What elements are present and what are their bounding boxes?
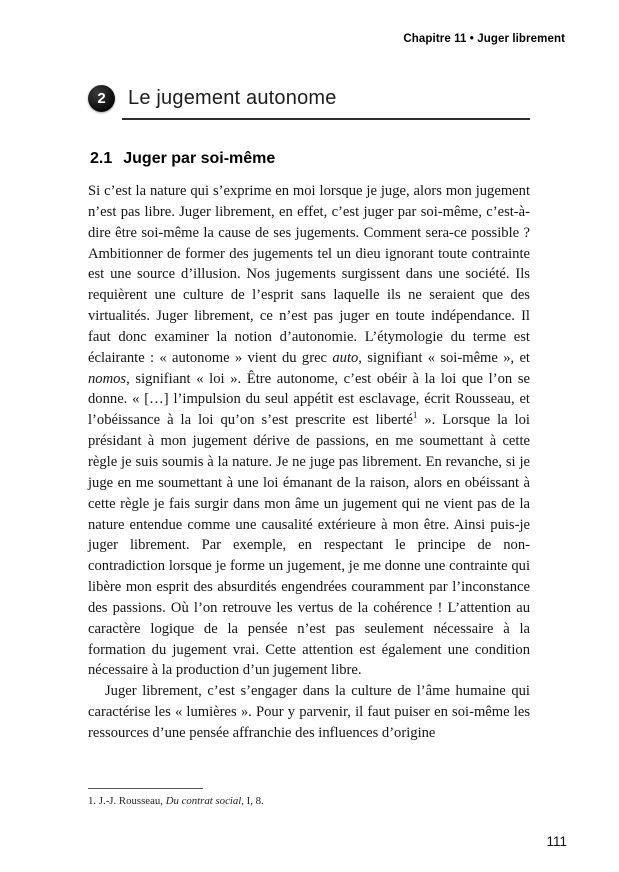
text-run: 1. J.-J. Rousseau, <box>88 795 166 807</box>
footnote-reference: 1 <box>412 410 418 421</box>
section-rule <box>122 118 530 120</box>
text-run: Juger librement, c’est s’engager dans la culture de l’âme humaine qui caractérise les « lumières ». Pour y parvenir, il faut puiser en soi-même les ressources d’une pensée affranchie des influences d’origine <box>88 683 530 741</box>
footnote-text <box>88 795 530 808</box>
text-run: , signifiant « loi ». Être autonome, c’est obéir à la loi que l’on se donne. « […] l’impulsion du seul appétit est esclavage, écrit Rousseau, et l’obéissance à la loi qu’on s’est prescrite est liberté <box>88 370 530 429</box>
running-head: Chapitre 11 • Juger librement <box>403 33 565 45</box>
text-run: , signifiant « soi-même », et <box>358 349 530 366</box>
subsection-heading <box>90 150 275 168</box>
paragraph <box>88 181 530 681</box>
footnote-rule <box>88 788 203 789</box>
text-run: Du contrat social <box>165 795 242 807</box>
text-run: nomos <box>88 370 127 387</box>
paragraph <box>88 681 530 744</box>
section-number-badge: 2 <box>88 85 115 112</box>
section-title: Le jugement autonome <box>128 87 337 109</box>
footnote-area <box>88 788 530 808</box>
text-run: auto <box>332 349 359 366</box>
section-heading <box>88 85 530 120</box>
page-number: 111 <box>546 834 567 849</box>
text-run: Si c’est la nature qui s’exprime en moi lorsque je juge, alors mon jugement n’est pas libre. Juger librement, en effet, c’est juger par soi-même, c’est-à-dire être soi-même la cause de ses jugements. Comment sera-ce possible ? Ambitionner de former des jugements tel un dieu ignorant toute contrainte est une source d’illusion. Nos jugements surgissent dans une société. Ils requièrent une culture de l’esprit sans laquelle ils ne seraient que des virtualités. Juger librement, ce n’est pas juger en toute indépendance. Il faut donc examiner la notion d’autonomie. L’étymologie du terme est éclairante : « autonome » vient du grec <box>88 183 530 366</box>
subsection-number: 2.1 <box>90 150 113 167</box>
subsection-title: Juger par soi-même <box>123 150 276 167</box>
text-run: ». Lorsque la loi présidant à mon jugement dérive de passions, en me soumettant à cette règle je suis soumis à la nature. Je ne juge pas librement. En revanche, si je juge en me soumettant à une loi émanant de la raison, alors en obéissant à cette règle je fais surgir dans mon âme un jugement qui ne vient pas de la nature entendue comme une causalité extérieure à mon être. Ainsi puis-je juger librement. Par exemple, en respectant le principe de non-contradiction lorsque je forme un jugement, je me donne une contrainte qui libère mon esprit des absurdités engendrées couramment par l’inconstance des passions. Où l’on retrouve les vertus de la cohérence ! L’attention au caractère logique de la pensée n’est pas seulement nécessaire à la formation du jugement vrai. Cette attention est également une condition nécessaire à la production d’un jugement libre. <box>88 412 530 679</box>
text-run: , I, 8. <box>241 795 264 807</box>
body-text <box>88 181 530 744</box>
